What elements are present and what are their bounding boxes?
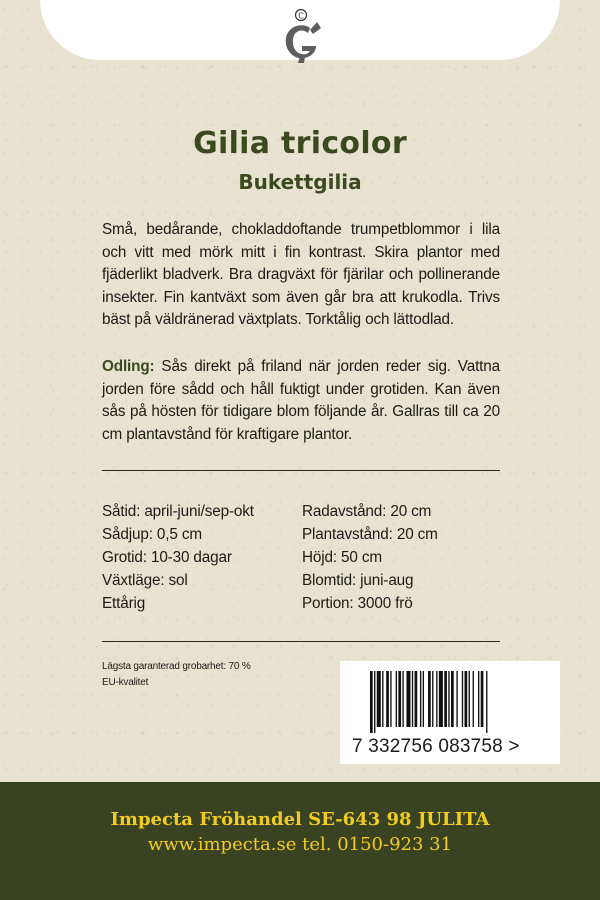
divider-bottom (102, 641, 500, 642)
barcode-bars (370, 671, 530, 733)
spec-height: Höjd: 50 cm (302, 549, 382, 566)
barcode-number: 7 332756 083758 > (352, 736, 520, 757)
svg-text:C: C (298, 11, 304, 21)
cultivation-label: Odling: (102, 358, 155, 375)
spec-bloom-time: Blomtid: juni-aug (302, 572, 414, 589)
company-contact: www.impecta.se tel. 0150-923 31 (147, 834, 453, 855)
footer (0, 782, 600, 900)
product-subtitle: Bukettgilia (238, 170, 362, 194)
specs-table (102, 501, 500, 615)
product-description: Små, bedårande, chokladdoftande trumpetblommor i lila och vitt med mörk mitt i fin kontrast. Skira plantor med fjäderlikt bladverk. Bra dragväxt för fjärilar och pollinerande insekter. Fin kantväxt som även går bra att krukodla. Trivs bäst på väldränerad växtplats. Torktålig och lättodlad. (102, 221, 500, 328)
spec-lifecycle: Ettårig (102, 595, 146, 612)
quality-label: EU-kvalitet (102, 677, 149, 688)
spec-sowing-depth: Sådjup: 0,5 cm (102, 526, 202, 543)
germination-rate: Lägsta garanterad grobarhet: 70 % (102, 661, 251, 672)
spec-germination-time: Grotid: 10-30 dagar (102, 549, 232, 566)
spec-sowing-time: Såtid: april-juni/sep-okt (102, 503, 254, 520)
cultivation-text (102, 356, 500, 446)
company-address: Impecta Fröhandel SE-643 98 JULITA (110, 809, 490, 830)
spec-row-spacing: Radavstånd: 20 cm (302, 503, 432, 520)
spec-portion: Portion: 3000 frö (302, 595, 413, 612)
impecta-g-logo-icon (280, 6, 322, 64)
barcode (340, 661, 560, 764)
divider-top (102, 470, 500, 471)
spec-plant-spacing: Plantavstånd: 20 cm (302, 526, 438, 543)
spec-location: Växtläge: sol (102, 572, 188, 589)
product-title: Gilia tricolor (193, 126, 407, 161)
cultivation-body: Sås direkt på friland när jorden reder sig. Vattna jorden före sådd och håll fuktigt under grotiden. Kan även sås på hösten för tidigare blom följande år. Gallras till ca 20 cm plantavstånd för kraftigare plantor. (102, 358, 500, 443)
